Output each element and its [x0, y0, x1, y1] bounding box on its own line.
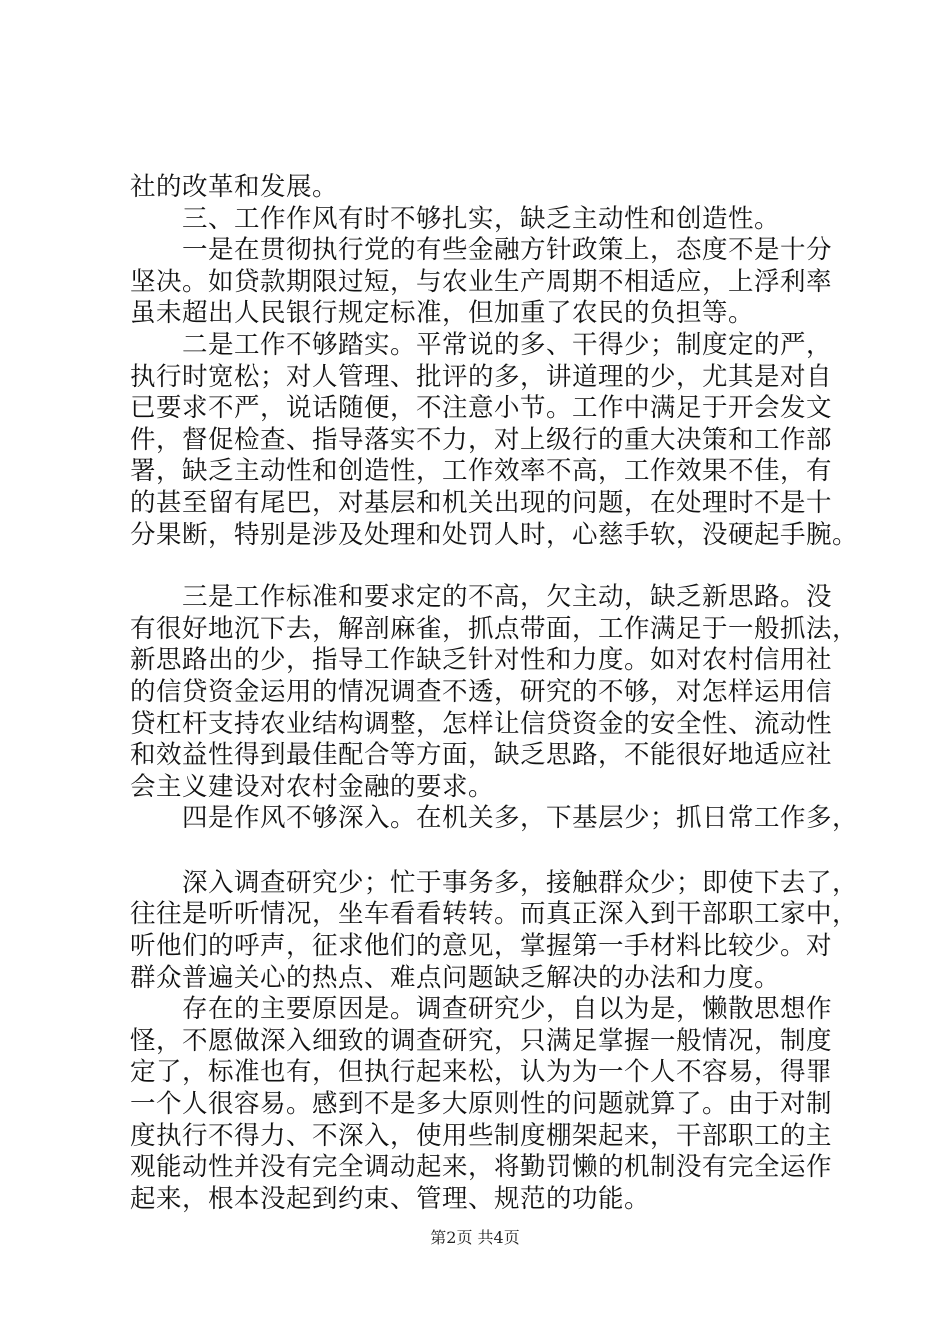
- text-line: 存在的主要原因是。调查研究少，自以为是，懒散思想作: [182, 994, 833, 1025]
- text-line: 署，缺乏主动性和创造性，工作效率不高，工作效果不佳，有: [130, 456, 833, 487]
- text-line: 执行时宽松；对人管理、批评的多，讲道理的少，尤其是对自: [130, 361, 833, 392]
- text-line: 观能动性并没有完全调动起来，将勤罚懒的机制没有完全运作: [130, 1152, 833, 1183]
- text-line: 一个人很容易。感到不是多大原则性的问题就算了。由于对制: [130, 1089, 833, 1120]
- text-line: 有很好地沉下去，解剖麻雀，抓点带面，工作满足于一般抓法，: [130, 613, 859, 644]
- text-line: 和效益性得到最佳配合等方面，缺乏思路，不能很好地适应社: [130, 740, 833, 771]
- text-line: 往往是听听情况，坐车看看转转。而真正深入到干部职工家中，: [130, 899, 859, 930]
- page-footer: [0, 1225, 950, 1248]
- text-line: 会主义建设对农村金融的要求。: [130, 771, 495, 802]
- text-line: 起来，根本没起到约束、管理、规范的功能。: [130, 1183, 651, 1214]
- text-line: 件，督促检查、指导落实不力，对上级行的重大决策和工作部: [130, 424, 833, 455]
- text-line: 新思路出的少，指导工作缺乏针对性和力度。如对农村信用社: [130, 645, 833, 676]
- text-line: 已要求不严，说话随便，不注意小节。工作中满足于开会发文: [130, 393, 833, 424]
- text-line: 的甚至留有尾巴，对基层和机关出现的问题，在处理时不是十: [130, 487, 833, 518]
- text-line: 社的改革和发展。: [130, 172, 339, 202]
- text-line: 分果断，特别是涉及处理和处罚人时，心慈手软，没硬起手腕。: [130, 519, 859, 550]
- text-line: 听他们的呼声，征求他们的意见，掌握第一手材料比较少。对: [130, 931, 833, 962]
- text-line: 深入调查研究少；忙于事务多，接触群众少；即使下去了，: [182, 867, 859, 898]
- text-line: 坚决。如贷款期限过短，与农业生产周期不相适应，上浮利率: [130, 266, 833, 297]
- section-heading: 三、工作作风有时不够扎实，缺乏主动性和创造性。: [182, 203, 781, 234]
- text-line: 三是工作标准和要求定的不高，欠主动，缺乏新思路。没: [182, 582, 833, 613]
- text-line: 定了，标准也有，但执行起来松，认为为一个人不容易，得罪: [130, 1057, 833, 1088]
- page-number: 第2页 共4页: [430, 1228, 520, 1247]
- text-line: 贷杠杆支持农业结构调整，怎样让信贷资金的安全性、流动性: [130, 708, 833, 739]
- text-line: 度执行不得力、不深入，使用些制度棚架起来，干部职工的主: [130, 1120, 833, 1151]
- text-line: 四是作风不够深入。在机关多，下基层少；抓日常工作多，: [182, 803, 859, 834]
- text-line: 虽未超出人民银行规定标准，但加重了农民的负担等。: [130, 298, 755, 329]
- text-line: 一是在贯彻执行党的有些金融方针政策上，态度不是十分: [182, 235, 833, 266]
- text-line: 的信贷资金运用的情况调查不透，研究的不够，对怎样运用信: [130, 676, 833, 707]
- document-body: [130, 172, 859, 1215]
- text-line: 怪，不愿做深入细致的调查研究，只满足掌握一般情况，制度: [130, 1025, 833, 1056]
- text-line: 二是工作不够踏实。平常说的多、干得少；制度定的严，: [182, 329, 833, 360]
- text-line: 群众普遍关心的热点、难点问题缺乏解决的办法和力度。: [130, 962, 781, 993]
